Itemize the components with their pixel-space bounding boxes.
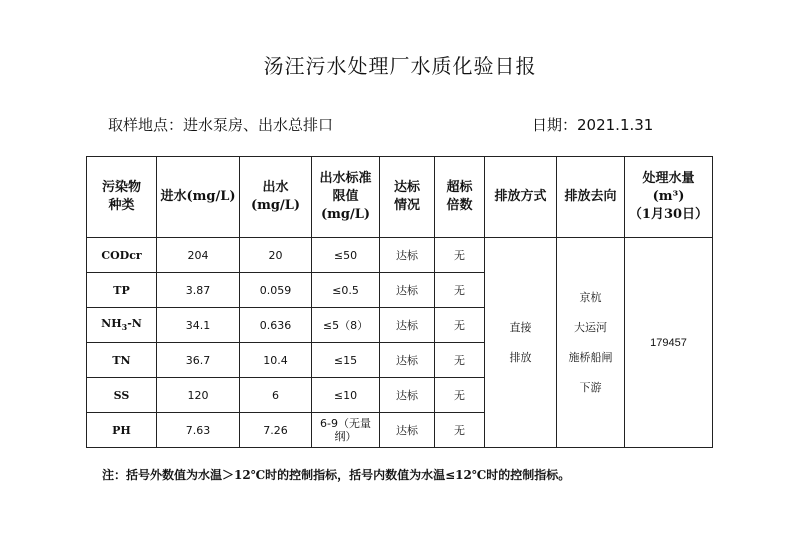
inflow-value: 36.7 — [157, 343, 240, 378]
status-value: 达标 — [380, 238, 435, 273]
header-direction: 排放去向 — [557, 157, 625, 238]
param-name: $NH_3-N$ — [87, 308, 157, 343]
limit-value: ≤50 — [312, 238, 380, 273]
limit-value: ≤5（8） — [312, 308, 380, 343]
header-outflow: 出水 (mg/L) — [240, 157, 312, 238]
exceed-value: 无 — [435, 273, 485, 308]
inflow-value: 7.63 — [157, 413, 240, 448]
water-quality-table — [86, 156, 713, 448]
discharge-direction: 京杭 大运河 施桥船闸 下游 — [557, 238, 625, 448]
status-value: 达标 — [380, 273, 435, 308]
inflow-value: 204 — [157, 238, 240, 273]
status-value: 达标 — [380, 378, 435, 413]
table-row — [87, 238, 713, 273]
header-method: 排放方式 — [485, 157, 557, 238]
inflow-value: 34.1 — [157, 308, 240, 343]
exceed-value: 无 — [435, 413, 485, 448]
discharge-method: 直接 排放 — [485, 238, 557, 448]
header-pollutant: 污染物 种类 — [87, 157, 157, 238]
status-value: 达标 — [380, 343, 435, 378]
param-name: CODcr — [87, 238, 157, 273]
limit-value: ≤10 — [312, 378, 380, 413]
outflow-value: 20 — [240, 238, 312, 273]
report-date: 日期：2021.1.31 — [532, 116, 654, 134]
outflow-value: 10.4 — [240, 343, 312, 378]
limit-value: ≤0.5 — [312, 273, 380, 308]
param-name: PH — [87, 413, 157, 448]
table-header-row — [87, 157, 713, 238]
status-value: 达标 — [380, 308, 435, 343]
header-inflow: 进水(mg/L) — [157, 157, 240, 238]
status-value: 达标 — [380, 413, 435, 448]
exceed-value: 无 — [435, 343, 485, 378]
inflow-value: 3.87 — [157, 273, 240, 308]
treated-volume: 179457 — [625, 238, 713, 448]
exceed-value: 无 — [435, 308, 485, 343]
header-status: 达标 情况 — [380, 157, 435, 238]
outflow-value: 0.636 — [240, 308, 312, 343]
header-limit: 出水标准 限值 (mg/L) — [312, 157, 380, 238]
sampling-location: 取样地点：进水泵房、出水总排口 — [108, 116, 334, 134]
limit-value: 6-9（无量纲） — [312, 413, 380, 448]
exceed-value: 无 — [435, 378, 485, 413]
inflow-value: 120 — [157, 378, 240, 413]
header-volume: 处理水量 (m³) （1月30日） — [625, 157, 713, 238]
exceed-value: 无 — [435, 238, 485, 273]
param-name: SS — [87, 378, 157, 413]
limit-value: ≤15 — [312, 343, 380, 378]
param-name: TN — [87, 343, 157, 378]
outflow-value: 6 — [240, 378, 312, 413]
report-title: 汤汪污水处理厂水质化验日报 — [263, 54, 537, 78]
footnote: 注：括号外数值为水温＞12℃时的控制指标，括号内数值为水温≤12℃时的控制指标。 — [102, 468, 571, 482]
outflow-value: 0.059 — [240, 273, 312, 308]
header-exceed: 超标 倍数 — [435, 157, 485, 238]
outflow-value: 7.26 — [240, 413, 312, 448]
param-name: TP — [87, 273, 157, 308]
